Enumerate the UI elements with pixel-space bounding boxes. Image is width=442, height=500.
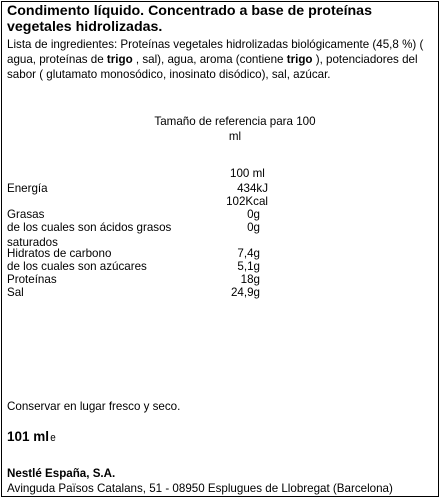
row-carbs-value: 7,4g	[237, 247, 260, 260]
column-header: 100 ml	[230, 167, 265, 180]
row-carbs-label: Hidratos de carbono	[7, 247, 112, 260]
row-energy-kj: 434kJ	[237, 182, 268, 195]
storage-instructions: Conservar en lugar fresco y seco.	[7, 400, 181, 413]
row-fat-value: 0g	[247, 208, 260, 221]
row-energy-kcal: 102Kcal	[226, 195, 268, 208]
estimated-e-mark: e	[50, 432, 56, 444]
net-volume	[7, 429, 56, 444]
company-address: Avinguda Països Catalans, 51 - 08950 Esplugues de Llobregat (Barcelona)	[7, 482, 393, 495]
row-saturated-label: de los cuales son ácidos grasos saturados	[7, 221, 172, 249]
company-name: Nestlé España, S.A.	[7, 467, 116, 480]
row-saturated-value: 0g	[247, 221, 260, 234]
row-sugars-value: 5,1g	[237, 260, 260, 273]
row-fat-label: Grasas	[7, 208, 45, 221]
ingredients-text-2: , sal), agua, aroma (contiene	[132, 53, 287, 66]
row-energy-label: Energía	[7, 182, 48, 195]
row-salt-value: 24,9g	[230, 286, 260, 299]
allergen-wheat-2: trigo	[286, 53, 313, 66]
ingredients-list	[7, 37, 437, 82]
reference-size: Tamaño de referencia para 100 ml	[154, 115, 316, 143]
row-protein-value: 18g	[240, 273, 260, 286]
row-protein-label: Proteínas	[7, 273, 57, 286]
allergen-wheat-1: trigo	[106, 53, 133, 66]
row-salt-label: Sal	[7, 286, 24, 299]
ingredients-text-3: ), potenciadores del sabor ( glutamato monosódico, inosinato disódico), sal, azúcar.	[7, 53, 418, 81]
product-title: Condimento líquido. Concentrado a base de proteínas vegetales hidrolizadas.	[7, 3, 372, 35]
row-sugars-label: de los cuales son azúcares	[7, 260, 147, 273]
ingredients-text-1: Lista de ingredientes: Proteínas vegetales hidrolizadas biológicamente (45,8 %) ( agua, proteínas de	[7, 38, 424, 66]
net-volume-value: 101 ml	[7, 429, 50, 444]
